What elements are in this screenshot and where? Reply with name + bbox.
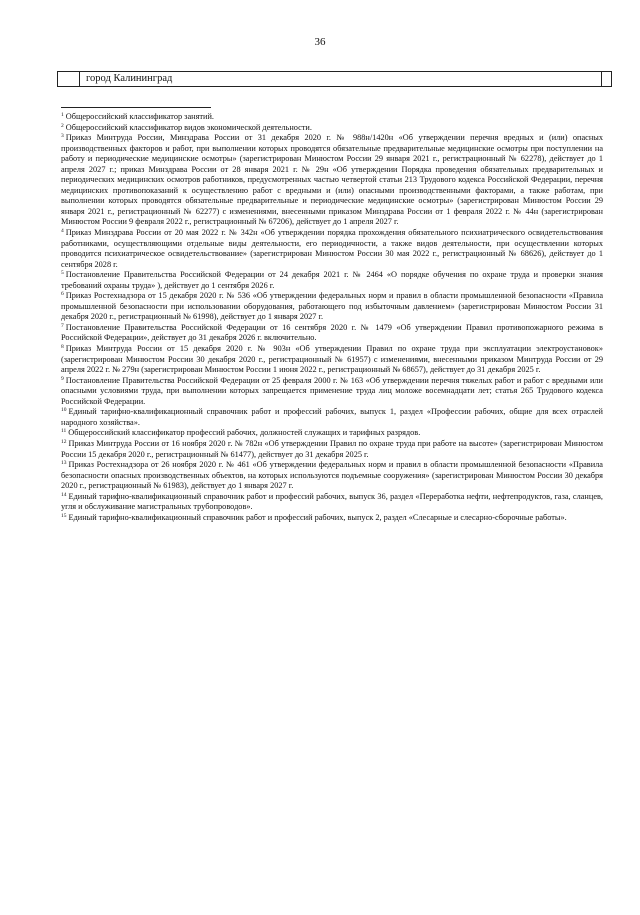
footnote-text: Постановление Правительства Российской Федерации от 25 февраля 2000 г. № 163 «Об утверждении перечня тяжелых работ и работ с вредными или опасными условиями труда, при выполнении которых запрещается применение труда лиц моложе восемнадцати лет; статья 265 Трудового кодекса Российской Федерации. [61, 375, 603, 406]
footnote-2 [61, 123, 603, 134]
footnote-text: Постановление Правительства Российской Федерации от 16 сентября 2020 г. № 1479 «Об утверждении Правил противопожарного режима в Российской Федерации», действует до 31 декабря 2026 г. включительно. [61, 322, 603, 343]
footnote-text: Приказ Ростехнадзора от 26 ноября 2020 г. № 461 «Об утверждении федеральных норм и правил в области промышленной безопасности «Правила безопасности опасных производственных объектов, на которых используются подъемные сооружения» (зарегистрирован Минюстом России 30 декабря 2020 г., регистрационный № 61983), действует до 1 января 2027 г. [61, 460, 603, 491]
footnote-4 [61, 228, 603, 270]
footnote-9 [61, 376, 603, 408]
page-number: 36 [314, 36, 326, 48]
footnote-number: 10 [61, 407, 67, 414]
footnote-number: 5 [61, 270, 64, 277]
footnote-text: Приказ Минтруда России от 16 ноября 2020 г. № 782н «Об утверждении Правил по охране труда при работе на высоте» (зарегистрирован Минюстом России 15 декабря 2020 г., регистрационный № 61477), действует до 31 декабря 2025 г. [61, 438, 603, 459]
footnote-text: Приказ Ростехнадзора от 15 декабря 2020 г. № 536 «Об утверждении федеральных норм и правил в области промышленной безопасности «Правила промышленной безопасности при использовании оборудования, работающего под избыточным давлением» (зарегистрирован Минюстом России 31 декабря 2020 г., регистрационный № 61998), действует до 1 января 2027 г. [61, 291, 603, 322]
header-table [57, 71, 612, 87]
footnote-text: Единый тарифно-квалификационный справочник работ и профессий рабочих, выпуск 2, раздел «Слесарные и слесарно-сборочные работы». [68, 512, 567, 522]
footnote-number: 14 [61, 491, 67, 498]
footnote-separator [61, 107, 211, 108]
footnote-text: Приказ Минтруда России от 15 декабря 2020 г. № 903н «Об утверждении Правил по охране труда при эксплуатации электроустановок» (зарегистрирован Минюстом России 30 декабря 2020 г., регистрационный № 61957) с изменениями, внесенными приказом Минтруда России от 29 апреля 2022 г. № 279н (зарегистрирован Минюстом России 1 июня 2022 г., регистрационный № 68657), действует до 31 декабря 2025 г. [61, 344, 603, 375]
header-city: город Калининград [86, 73, 173, 84]
footnote-7 [61, 323, 603, 344]
footnote-6 [61, 291, 603, 323]
footnote-1 [61, 112, 603, 123]
footnote-number: 15 [61, 512, 67, 519]
footnote-14 [61, 492, 603, 513]
header-empty-cell [58, 72, 80, 86]
footnote-text: Единый тарифно-квалификационный справочник работ и профессий рабочих, выпуск 36, раздел «Переработка нефти, нефтепродуктов, газа, сланцев, угля и обслуживание магистральных трубопроводов». [61, 491, 603, 512]
footnote-text: Постановление Правительства Российской Федерации от 24 декабря 2021 г. № 2464 «О порядке обучения по охране труда и проверки знания требований охраны труда» ), действует до 1 сентября 2026 г. [61, 270, 603, 290]
footnote-text: Единый тарифно-квалификационный справочник работ и профессий рабочих, выпуск 1, раздел «Профессии рабочих, общие для всех отраслей народного хозяйства». [61, 407, 603, 427]
footnote-text: Общероссийский классификатор видов экономической деятельности. [65, 122, 312, 132]
footnote-number: 2 [61, 122, 64, 129]
header-right-cell [601, 72, 611, 86]
footnote-text: Приказ Минтруда России, Минздрава России от 31 декабря 2020 г. № 988н/1420н «Об утверждении перечня вредных и (или) опасных производственных факторов и работ, при выполнении которых проводятся обязательные предварительные медицинские осмотры при поступлении на работу и периодические медицинские осмотры» (зарегистрирован Минюстом России 29 января 2021 г., регистрационный № 62278), действует до 1 апреля 2027 г.; приказ Минздрава России от 28 января 2021 г. № 29н «Об утверждении Порядка проведения обязательных предварительных и периодических медицинских осмотров работников, предусмотренных частью четвертой статьи 213 Трудового кодекса Российской Федерации, перечня медицинских противопоказаний к осуществлению работ с вредными и (или) опасными производственными факторами, а также работам, при выполнении которых проводятся обязательные предварительные и периодические медицинские осмотры» (зарегистрирован Минюстом России 29 января 2021 г., регистрационный № 62277) с изменениями, внесенными приказом Минздрава России от 1 февраля 2022 г. № 44н (зарегистрирован Минюстом России 9 февраля 2022 г., регистрационный № 67206), действует до 1 апреля 2027 г. [61, 133, 603, 227]
footnote-number: 7 [61, 322, 64, 329]
footnote-number: 9 [61, 375, 64, 382]
footnote-number: 3 [61, 133, 64, 140]
footnote-12 [61, 439, 603, 460]
footnote-11 [61, 428, 603, 439]
footnote-number: 8 [61, 344, 64, 351]
footnote-number: 12 [61, 438, 67, 445]
footnote-15 [61, 513, 603, 524]
footnote-number: 6 [61, 291, 64, 298]
footnote-8 [61, 344, 603, 376]
footnote-3 [61, 133, 603, 228]
footnote-5 [61, 270, 603, 291]
footnote-text: Общероссийский классификатор профессий рабочих, должностей служащих и тарифных разрядов. [68, 428, 421, 438]
footnote-number: 11 [61, 428, 67, 435]
footnote-13 [61, 460, 603, 492]
footnote-number: 13 [61, 460, 67, 467]
footnote-text: Приказ Минздрава России от 20 мая 2022 г. № 342н «Об утверждении порядка прохождения обязательного психиатрического освидетельствования работниками, осуществляющими отдельные виды деятельности, его периодичности, а также видов деятельности, при осуществлении которых проводится психиатрическое освидетельствование» (зарегистрирован Минюстом России 30 мая 2022 г., регистрационный № 68626), действует до 1 сентября 2028 г. [61, 228, 603, 269]
footnotes-list [61, 112, 603, 523]
footnote-10 [61, 407, 603, 428]
footnote-text: Общероссийский классификатор занятий. [65, 112, 214, 121]
footnote-number: 4 [61, 228, 64, 235]
footnote-number: 1 [61, 112, 64, 118]
